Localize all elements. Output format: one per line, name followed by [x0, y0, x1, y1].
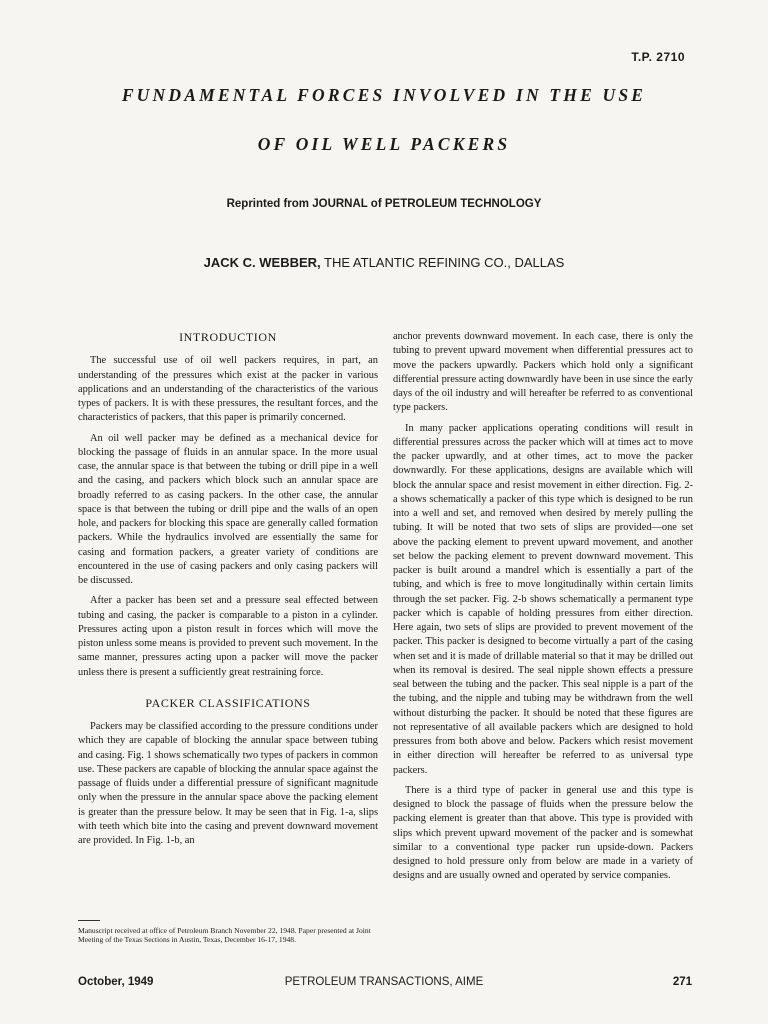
intro-paragraph-1: The successful use of oil well packers requires, in part, an understanding of the pressures which exist at the packer in various applications and an understanding of the characteristics of the various types of packers. It is with these pressures, the resultant forces, and the characteristics of packers, that this paper is primarily concerned. [78, 355, 378, 424]
right-paragraph-1: anchor prevents downward movement. In each case, there is only the tubing to prevent upward movement when differential pressures act to move the packers upwardly. Packers which hold only a significant differential pressure acting downwardly have been in use since the early days of the oil industry and will hereafter be referred to as conventional type packers. [393, 331, 693, 414]
right-paragraph-3: There is a third type of packer in general use and this type is designed to block the passage of fluids when the pressure below the packing element is greater than that above. This type is provided with slips which prevent upward movement of the packer and is somewhat similar to a conventional type packer run upside-down. Packers designed to hold pressure only from below are made in a variety of designs and are usually owned and operated by service companies. [393, 784, 693, 882]
classifications-heading: PACKER CLASSIFICATIONS [145, 695, 311, 710]
footnote-rule [78, 920, 100, 921]
footer-date: October, 1949 [78, 976, 154, 988]
author-affiliation: THE ATLANTIC REFINING CO., DALLAS [320, 255, 565, 270]
classifications-paragraph-1: Packers may be classified according to the pressure conditions under which they are capable of blocking the annular space between tubing and casing. Fig. 1 shows schematically two types of packers in common use. These packers are capable of blocking the annular space against the passage of fluids under a differential pressure of significant magnitude only when the pressure in the annular space above the packing element is greater than the pressure below. It may be seen that in Fig. 1-a, slips with teeth which bite into the casing and prevent downward movement are provided. In Fig. 1-b, an [78, 721, 378, 846]
footnote: Manuscript received at office of Petroleum Branch November 22, 1948. Paper presented at Joint Meeting of the Texas Sections in Austin, Texas, December 16-17, 1948. [78, 926, 371, 944]
footer-journal: PETROLEUM TRANSACTIONS, AIME [284, 976, 484, 988]
right-column [393, 330, 693, 890]
author-line [0, 255, 768, 270]
author-name: JACK C. WEBBER, [203, 255, 321, 270]
paper-number: T.P. 2710 [631, 50, 685, 64]
introduction-heading: INTRODUCTION [179, 330, 277, 344]
intro-paragraph-3: After a packer has been set and a pressure seal effected between tubing and casing, the packer is comparable to a piston in a cylinder. Pressures acting upon a piston result in forces which will move the piston unless some means is provided to prevent such movement. In the same manner, pressures acting upon a packer will move the packer unless there is present a sufficiently great restraining force. [78, 595, 378, 678]
title-line-2: OF OIL WELL PACKERS [257, 134, 511, 154]
left-column [78, 330, 378, 854]
title-line-1: FUNDAMENTAL FORCES INVOLVED IN THE USE [121, 85, 647, 105]
right-paragraph-2: In many packer applications operating conditions will result in differential pressures across the packer which will at times act to move the packer upwardly, and at other times, act to move the packer downwardly. For these applications, designs are available which will block the annular space and resist movement in either direction. Fig. 2-a shows schematically a packer of this type which is designed to be run into a well and set, and removed when desired by merely pulling the tubing. It will be noted that two sets of slips are provided—one set above the packing element to prevent upward movement, and another set below the packing element to prevent downward movement. This packer is built around a mandrel which is essentially a part of the tubing, and which is free to move longitudinally within certain limits through the set packer. Fig. 2-b shows schematically a permanent type packer which is capable of holding pressures from either direction. Here again, two sets of slips are provided to prevent movement of the packer. This packer is designed to become virtually a part of the casing when set and it is made of drillable material so that it may be drilled out when its removal is desired. The seal nipple shown effects a pressure seal between the tubing and the packer. This seal nipple is a part of the the tubing, and the nipple and tubing may be withdrawn from the well without disturbing the packer. It should be noted that these figures are not representative of all available packers which are designed to hold pressures from both above and below. Packers which resist movement in either direction will hereafter be referred to as universal type packers. [393, 422, 693, 776]
footer-page-number: 271 [672, 976, 692, 988]
reprint-note: Reprinted from JOURNAL of PETROLEUM TECHNOLOGY [226, 198, 542, 210]
intro-paragraph-2: An oil well packer may be defined as a mechanical device for blocking the passage of fluids in an annular space. In the more usual case, the annular space is that between the tubing or drill pipe in a well and the casing, and packers which block such an annular space are broadly referred to as casing packers. In the other case, the annular space is that between the tubing or drill pipe and the walls of an open hole, and packers for blocking this space are generally called formation packers. While the hydraulics involved are essentially the same for casing and formation packers, a greater variety of conditions are encountered in the use of casing packers and only casing packers will be discussed. [78, 432, 378, 586]
